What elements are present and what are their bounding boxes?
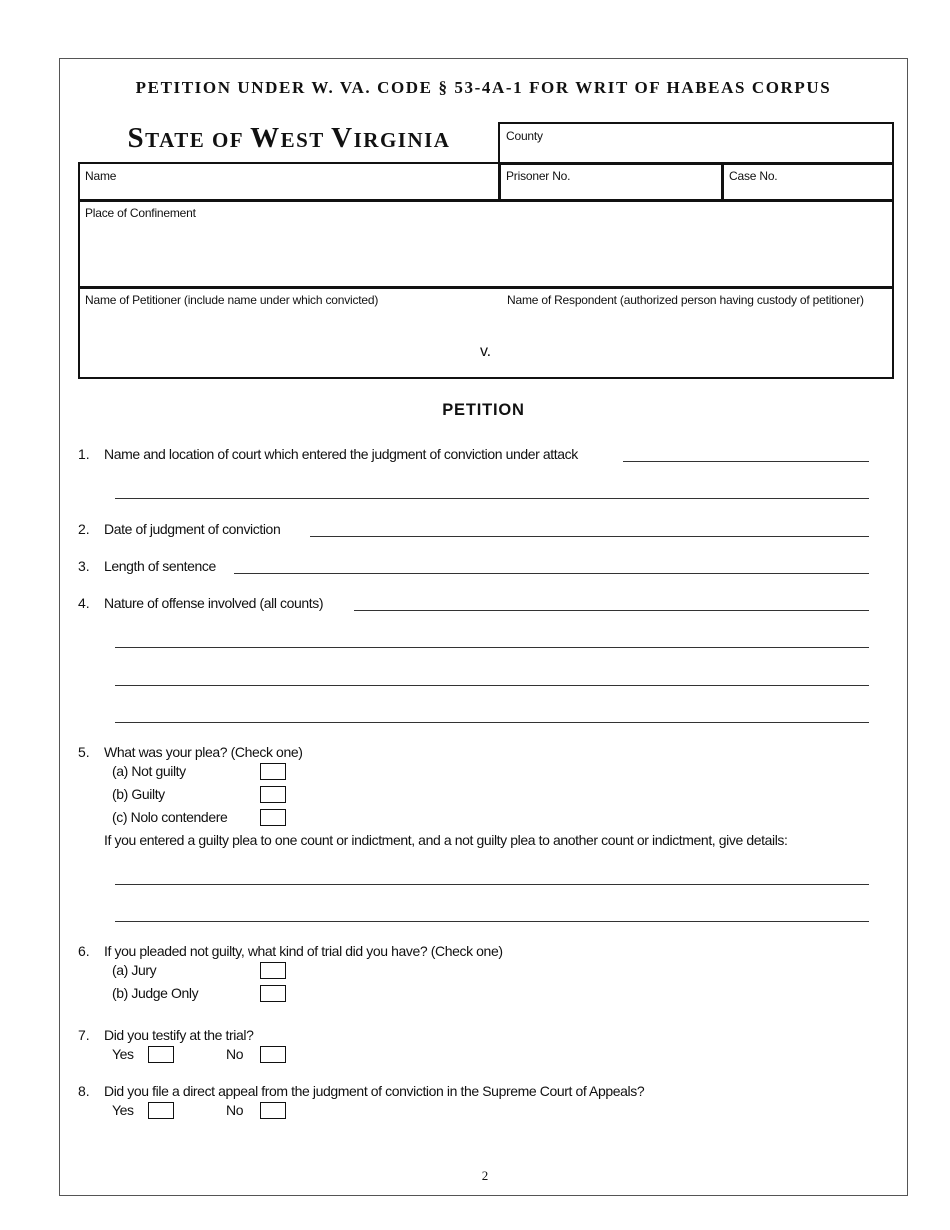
q5-followup-text: If you entered a guilty plea to one count or indictment, and a not guilty plea to another count or indictment, give details: xyxy=(104,832,788,848)
q4-answer-line-2[interactable] xyxy=(115,647,869,648)
q8-text: Did you file a direct appeal from the judgment of conviction in the Supreme Court of Appeals? xyxy=(104,1083,645,1099)
confinement-field[interactable] xyxy=(78,199,894,289)
q7-yes-label: Yes xyxy=(112,1046,134,1062)
name-field[interactable] xyxy=(78,162,501,202)
q5-details-line-1[interactable] xyxy=(115,884,869,885)
q1-number: 1. xyxy=(78,446,90,462)
petitioner-label: Name of Petitioner (include name under which convicted) xyxy=(85,293,379,307)
q4-answer-line-4[interactable] xyxy=(115,722,869,723)
q2-answer-line[interactable] xyxy=(310,536,869,537)
q8-yes-checkbox[interactable] xyxy=(148,1102,174,1119)
county-label: County xyxy=(506,129,543,143)
respondent-label: Name of Respondent (authorized person having custody of petitioner) xyxy=(507,293,864,307)
q5-nolo-checkbox[interactable] xyxy=(260,809,286,826)
county-field[interactable] xyxy=(498,122,894,165)
q3-answer-line[interactable] xyxy=(234,573,869,574)
q7-yes-checkbox[interactable] xyxy=(148,1046,174,1063)
q6-option-jury: (a) Jury xyxy=(112,962,157,978)
q5-text: What was your plea? (Check one) xyxy=(104,744,303,760)
q4-answer-line-3[interactable] xyxy=(115,685,869,686)
q5-option-nolo: (c) Nolo contendere xyxy=(112,809,228,825)
q7-text: Did you testify at the trial? xyxy=(104,1027,254,1043)
q8-yes-label: Yes xyxy=(112,1102,134,1118)
q2-text: Date of judgment of conviction xyxy=(104,521,281,537)
q8-no-checkbox[interactable] xyxy=(260,1102,286,1119)
case-no-field[interactable] xyxy=(721,162,894,202)
q6-jury-checkbox[interactable] xyxy=(260,962,286,979)
name-label: Name xyxy=(85,169,117,183)
petition-heading: PETITION xyxy=(442,401,525,419)
q4-number: 4. xyxy=(78,595,90,611)
q3-text: Length of sentence xyxy=(104,558,216,574)
q5-guilty-checkbox[interactable] xyxy=(260,786,286,803)
prisoner-no-label: Prisoner No. xyxy=(506,169,571,183)
q6-text: If you pleaded not guilty, what kind of trial did you have? (Check one) xyxy=(104,943,503,959)
parties-field[interactable] xyxy=(78,286,894,379)
q6-judge-checkbox[interactable] xyxy=(260,985,286,1002)
prisoner-no-field[interactable] xyxy=(498,162,724,202)
q5-details-line-2[interactable] xyxy=(115,921,869,922)
page-number: 2 xyxy=(481,1168,489,1183)
q4-text: Nature of offense involved (all counts) xyxy=(104,595,324,611)
confinement-label: Place of Confinement xyxy=(85,206,196,220)
q3-number: 3. xyxy=(78,558,90,574)
q6-option-judge: (b) Judge Only xyxy=(112,985,199,1001)
state-name: STATE OF WEST VIRGINIA xyxy=(127,122,451,154)
q8-no-label: No xyxy=(226,1102,244,1118)
versus-text: v. xyxy=(480,343,491,360)
q1-answer-line-1[interactable] xyxy=(623,461,869,462)
q2-number: 2. xyxy=(78,521,90,537)
q6-number: 6. xyxy=(78,943,90,959)
q5-number: 5. xyxy=(78,744,90,760)
q5-option-not-guilty: (a) Not guilty xyxy=(112,763,186,779)
q4-answer-line-1[interactable] xyxy=(354,610,869,611)
q8-number: 8. xyxy=(78,1083,90,1099)
q1-answer-line-2[interactable] xyxy=(115,498,869,499)
q1-text: Name and location of court which entered the judgment of conviction under attack xyxy=(104,446,578,462)
q7-no-checkbox[interactable] xyxy=(260,1046,286,1063)
q5-not-guilty-checkbox[interactable] xyxy=(260,763,286,780)
form-title: PETITION UNDER W. VA. CODE § 53-4A-1 FOR WRIT OF HABEAS CORPUS xyxy=(135,78,832,97)
q7-number: 7. xyxy=(78,1027,90,1043)
q7-no-label: No xyxy=(226,1046,244,1062)
q5-option-guilty: (b) Guilty xyxy=(112,786,165,802)
case-no-label: Case No. xyxy=(729,169,778,183)
